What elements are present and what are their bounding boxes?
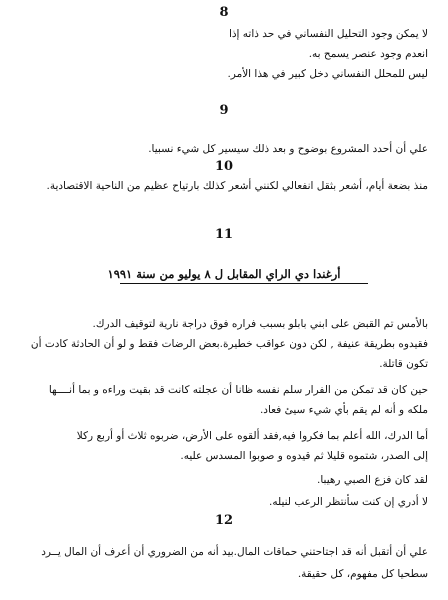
heading-underline [120,283,368,284]
section-8-line-3: ليس للمحلل النفساني دخل كبير في هذا الأمر. [227,68,428,80]
article-heading [0,268,448,281]
section-number-9: 9 [219,103,229,118]
section-11-line-4: حين كان قد تمكن من الفرار سلم نفسه ظانا أن عجلته كانت قد بقيت وراءه و بما أنــــها [48,384,428,396]
section-8-line-1: لا يمكن وجود التحليل النفساني في حد ذاته إذا [228,28,428,40]
section-number-12: 12 [214,513,234,528]
section-11-line-3: تكون قاتلة. [379,358,428,370]
section-number-8: 8 [219,5,229,20]
section-11-line-1: بالأمس تم القبض على ابني بابلو بسبب فراره فوق دراجة نارية لتوقيف الدرك. [92,318,428,330]
section-8-line-2: انعدم وجود عنصر يسمح به. [308,48,428,60]
section-10-line-1: منذ بضعة أيام، أشعر بثقل انفعالي لكنني أشعر كذلك بارتياح عظيم من الناحية الاقتصادية. [46,180,428,192]
section-11-line-9: لا أدري إن كنت سأنتظر الرعب لنيله. [269,496,428,508]
section-11-line-7: إلى الصدر، شتموه قليلا ثم قيدوه و صوبوا المسدس عليه. [180,450,428,462]
section-11-line-2: فقيدوه بطريقة عنيفة , لكن دون عواقب خطيرة.بعض الرضات فقط و لو أن الحادثة كادت أن [30,338,428,350]
section-11-line-6: أما الدرك، الله أعلم بما فكروا فيه,فقد ألقوه على الأرض، ضربوه ثلاث أو أربع ركلا [76,430,428,442]
section-11-line-8: لقد كان فزع الصبي رهيبا. [317,474,428,486]
section-number-11: 11 [214,227,234,242]
section-number-10: 10 [214,159,234,174]
section-11-line-5: ملكه و أنه لم يقم بأي شيء سيئ فعاد. [259,404,428,416]
section-12-line-2: سطحيا كل مفهوم، كل حقيقة. [297,568,428,580]
section-9-line-1: علي أن أحدد المشروع بوضوح و بعد ذلك سيسير كل شيء نسبيا. [148,143,428,155]
article-heading-text: أرغندا دي الراي المقابل ل ٨ يوليو من سنة ١٩٩١ [107,267,341,281]
section-12-line-1: علي أن أتقبل أنه قد اجتاحتني حماقات المال.بيد أنه من الضروري أن أعرف أن المال يــرد [41,546,428,558]
